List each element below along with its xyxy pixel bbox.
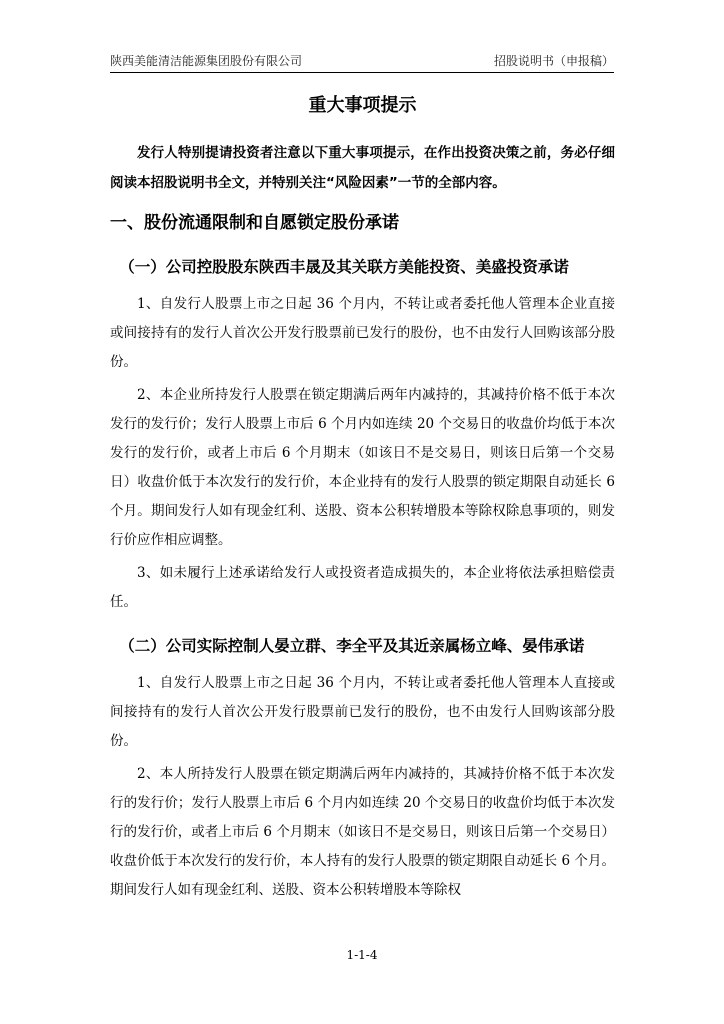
paragraph: 2、本企业所持发行人股票在锁定期满后两年内减持的，其减持价格不低于本次发行的发行价；发行人股票上市后 6 个月内如连续 20 个交易日的收盘价均低于本次发行的发行价，或者上市后 6 个月期末（如该日不是交易日，则该日后第一个交易日）收盘价低于本次发行的发行价，本企业持有的发行人股票的锁定期限自动延长 6 个月。期间发行人如有现金红利、送股、资本公积转增股本等除权除息事项的，则发行价应作相应调整。 [110, 387, 615, 548]
header-document-title: 招股说明书（申报稿） [493, 54, 614, 68]
intro-paragraph: 发行人特别提请投资者注意以下重大事项提示，在作出投资决策之前，务必仔细阅读本招股说明书全文，并特别关注“风险因素”一节的全部内容。 [110, 145, 615, 191]
page-title: 重大事项提示 [308, 95, 417, 116]
subsection-heading-2: （二）公司实际控制人晏立群、李全平及其近亲属杨立峰、晏伟承诺 [119, 637, 585, 655]
paragraph: 3、如未履行上述承诺给发行人或投资者造成损失的，本企业将依法承担赔偿责任。 [110, 565, 615, 610]
paragraph: 2、本人所持发行人股票在锁定期满后两年内减持的，其减持价格不低于本次发行的发行价；发行人股票上市后 6 个月内如连续 20 个交易日的收盘价均低于本次发行的发行价，或者上市后 6 个月期末（如该日不是交易日，则该日后第一个交易日）收盘价低于本次发行的发行价，本人持有的发行人股票的锁定期限自动延长 6 个月。期间发行人如有现金红利、送股、资本公积转增股本等除权 [110, 766, 615, 898]
page-header [110, 50, 614, 73]
subsection-heading-1: （一）公司控股股东陕西丰晟及其关联方美能投资、美盛投资承诺 [119, 258, 569, 276]
page-content [110, 92, 615, 905]
paragraph: 1、自发行人股票上市之日起 36 个月内，不转让或者委托他人管理本企业直接或间接持有的发行人首次公开发行股票前已发行的股份，也不由发行人回购该部分股份。 [110, 296, 615, 370]
page-number: 1-1-4 [346, 948, 378, 962]
section-heading: 一、股份流通限制和自愿锁定股份承诺 [110, 213, 399, 233]
paragraph: 1、自发行人股票上市之日起 36 个月内，不转让或者委托他人管理本人直接或间接持有的发行人首次公开发行股票前已发行的股份，也不由发行人回购该部分股份。 [110, 675, 615, 749]
header-company: 陕西美能清洁能源集团股份有限公司 [110, 54, 303, 68]
